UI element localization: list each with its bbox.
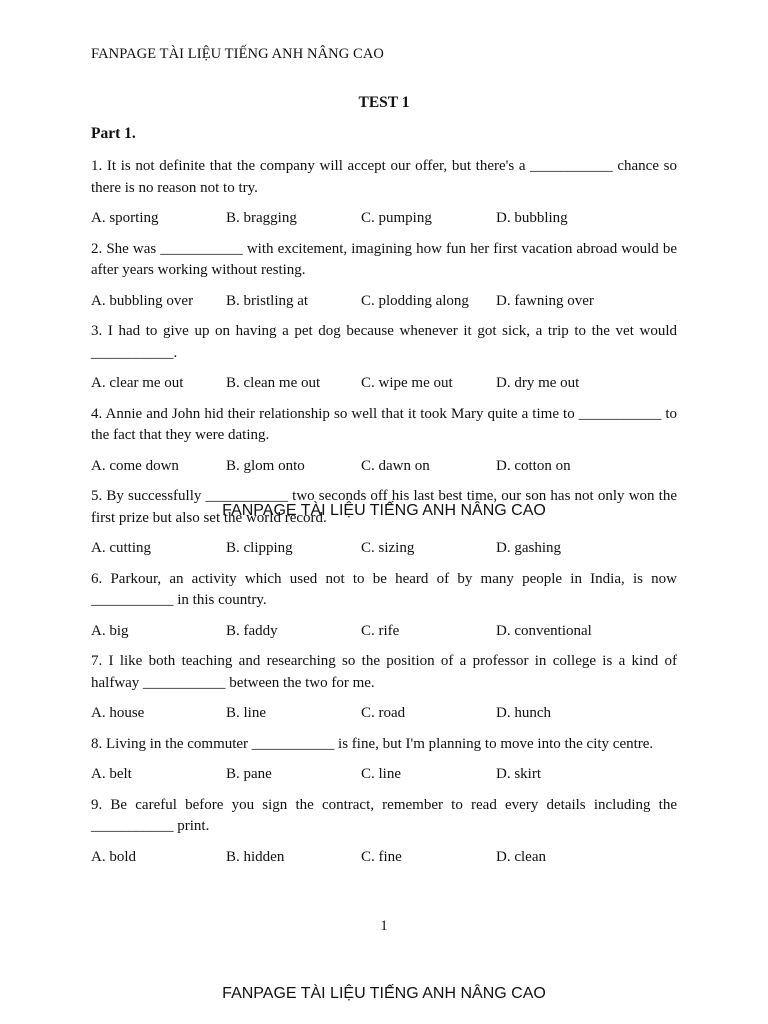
answer-option: B. clipping xyxy=(226,540,293,556)
answer-option: A. house xyxy=(91,705,145,721)
answer-option: B. bragging xyxy=(226,210,297,226)
page-number: 1 xyxy=(380,918,388,934)
answer-options xyxy=(91,538,677,560)
question-text: 2. She was ___________ with excitement, imagining how fun her first vacation abroad would be after years working without resting. xyxy=(91,240,677,278)
answer-option: D. skirt xyxy=(496,766,541,782)
question-text: 4. Annie and John hid their relationship so well that it took Mary quite a time to ___________ to the fact that they were dating. xyxy=(91,405,677,443)
answer-options xyxy=(91,847,677,869)
answer-option: D. conventional xyxy=(496,622,592,639)
answer-option: D. cotton on xyxy=(496,457,571,474)
answer-options xyxy=(91,456,677,478)
page-footer: FANPAGE TÀI LIỆU TIẾNG ANH NÂNG CAO xyxy=(222,985,546,1002)
answer-options xyxy=(91,291,677,313)
answer-option: D. gashing xyxy=(496,540,561,556)
answer-option: A. bubbling over xyxy=(91,292,194,309)
answer-option: A. bold xyxy=(91,848,136,865)
question-text: 5. By successfully ___________ two seconds off his last best time, our son has not only won the first prize but also set the world record. xyxy=(91,488,677,526)
answer-option: D. fawning over xyxy=(496,292,594,309)
answer-option: A. sporting xyxy=(91,210,159,226)
answer-option: A. cutting xyxy=(91,540,151,556)
answer-option: C. road xyxy=(361,705,406,721)
answer-options xyxy=(91,764,677,786)
answer-options xyxy=(91,373,677,395)
answer-option: D. bubbling xyxy=(496,210,568,226)
answer-option: B. clean me out xyxy=(226,375,321,391)
answer-option: C. line xyxy=(361,766,401,782)
answer-option: A. belt xyxy=(91,766,132,782)
question-text: 3. I had to give up on having a pet dog because whenever it got sick, a trip to the vet would ___________. xyxy=(91,323,677,361)
answer-option: D. dry me out xyxy=(496,375,580,391)
answer-option: B. bristling at xyxy=(226,292,309,309)
answer-option: C. wipe me out xyxy=(361,375,453,391)
test-title: TEST 1 xyxy=(358,94,410,111)
watermark-text: FANPAGE TÀI LIỆU TIẾNG ANH NÂNG CAO xyxy=(222,502,546,519)
answer-option: B. glom onto xyxy=(226,457,305,474)
page-header: FANPAGE TÀI LIỆU TIẾNG ANH NÂNG CAO xyxy=(91,46,384,62)
answer-options xyxy=(91,208,677,230)
question-text: 7. I like both teaching and researching so the position of a professor in college is a kind of halfway ___________ between the two for me. xyxy=(91,653,677,691)
answer-option: D. hunch xyxy=(496,705,551,721)
answer-option: A. clear me out xyxy=(91,375,184,391)
answer-option: C. sizing xyxy=(361,540,415,556)
answer-option: C. dawn on xyxy=(361,457,430,474)
answer-option: B. faddy xyxy=(226,622,278,639)
answer-option: A. big xyxy=(91,622,129,639)
answer-option: C. pumping xyxy=(361,210,432,226)
answer-option: B. pane xyxy=(226,766,272,782)
question-text: 6. Parkour, an activity which used not to be heard of by many people in India, is now ___________ in this country. xyxy=(91,570,677,608)
answer-options xyxy=(91,621,677,643)
answer-option: C. plodding along xyxy=(361,292,469,309)
answer-option: B. hidden xyxy=(226,848,285,865)
answer-option: C. fine xyxy=(361,848,402,865)
answer-option: D. clean xyxy=(496,848,546,865)
part-heading: Part 1. xyxy=(91,125,136,142)
question-text: 9. Be careful before you sign the contract, remember to read every details including the ___________ print. xyxy=(91,796,677,834)
answer-option: C. rife xyxy=(361,622,400,639)
answer-option: B. line xyxy=(226,705,266,721)
answer-options xyxy=(91,703,677,725)
question-text: 1. It is not definite that the company will accept our offer, but there's a ___________ chance so there is no reason not to try. xyxy=(91,158,677,196)
question-text: 8. Living in the commuter ___________ is fine, but I'm planning to move into the city centre. xyxy=(91,735,654,752)
answer-option: A. come down xyxy=(91,457,179,474)
